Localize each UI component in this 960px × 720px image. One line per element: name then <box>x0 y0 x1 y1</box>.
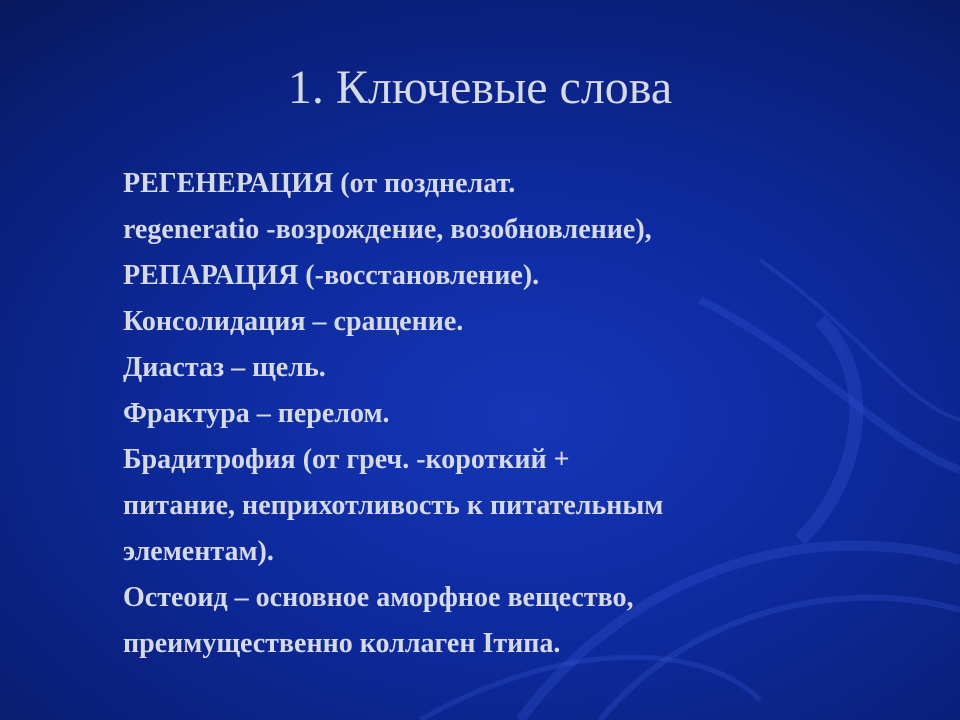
list-item: элементам). <box>123 536 274 567</box>
list-item: Диастаз – щель. <box>123 352 326 383</box>
list-item: Брадитрофия (от греч. -короткий + <box>123 444 570 475</box>
list-item: питание, неприхотливость к питательным <box>123 490 664 521</box>
list-item: преимущественно коллаген Iтипа. <box>123 628 561 659</box>
list-item: regeneratio -возрождение, возобновление), <box>123 214 652 245</box>
list-item: РЕПАРАЦИЯ (-восстановление). <box>123 260 540 291</box>
keyword-list <box>123 161 923 667</box>
list-item: Остеоид – основное аморфное вещество, <box>123 582 634 613</box>
list-item: Фрактура – перелом. <box>123 398 390 429</box>
slide-title: 1. Ключевые слова <box>287 61 673 114</box>
list-item: Консолидация – сращение. <box>123 306 464 337</box>
list-item: РЕГЕНЕРАЦИЯ (от позднелат. <box>123 168 516 199</box>
